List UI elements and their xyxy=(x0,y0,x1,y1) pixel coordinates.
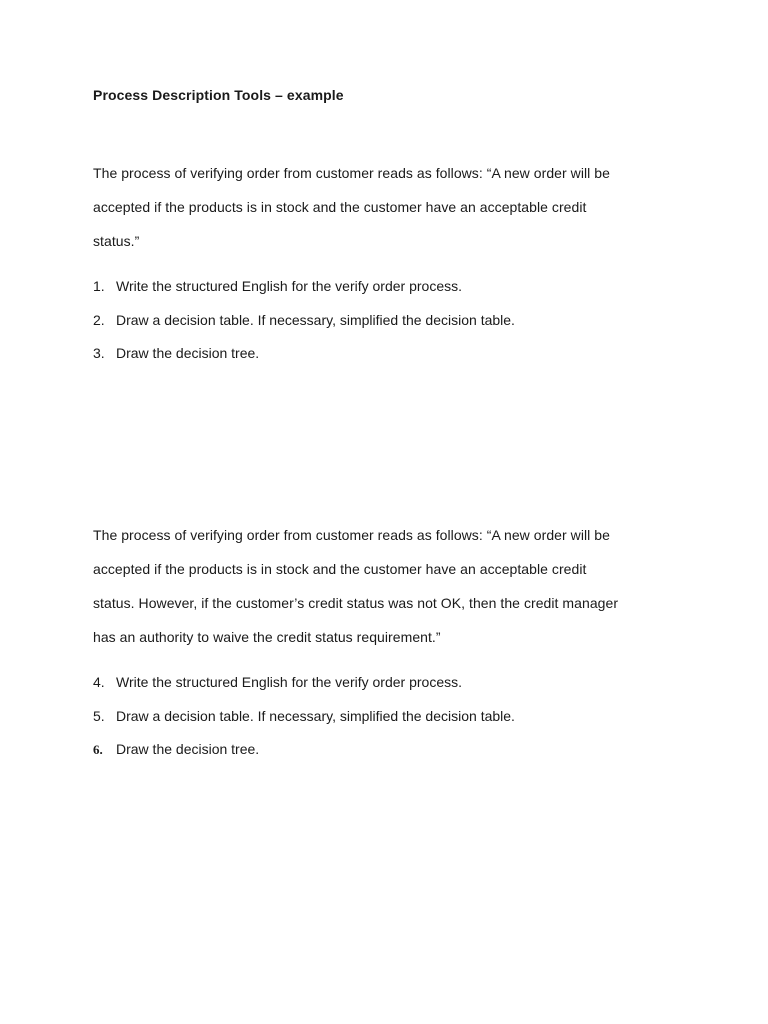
task-text: Draw the decision tree. xyxy=(116,345,260,361)
task-number: 1. xyxy=(93,278,105,294)
task-number: 6. xyxy=(93,742,103,757)
task-item xyxy=(93,311,515,345)
task-number: 5. xyxy=(93,707,105,724)
document-title: Process Description Tools – example xyxy=(93,87,344,103)
task-item xyxy=(93,673,515,707)
task-text: Draw a decision table. If necessary, simplified the decision table. xyxy=(116,707,515,724)
task-text: Draw a decision table. If necessary, simplified the decision table. xyxy=(116,311,515,328)
paragraph-line: accepted if the products is in stock and the customer have an acceptable credit xyxy=(93,199,587,215)
task-item xyxy=(93,344,515,378)
task-number: 3. xyxy=(93,345,105,361)
section2-task-list xyxy=(93,673,515,774)
task-text: Draw the decision tree. xyxy=(116,741,260,757)
paragraph-line: status. However, if the customer’s credit status was not OK, then the credit manager xyxy=(93,595,619,611)
paragraph-line: The process of verifying order from customer reads as follows: “A new order will be xyxy=(93,527,610,543)
paragraph-line: accepted if the products is in stock and the customer have an acceptable credit xyxy=(93,561,587,577)
task-text: Write the structured English for the verify order process. xyxy=(116,674,462,690)
section1-task-list xyxy=(93,277,515,378)
task-item xyxy=(93,740,515,774)
section1-paragraph xyxy=(93,156,693,258)
task-number: 2. xyxy=(93,311,105,328)
task-item xyxy=(93,277,515,311)
section2-paragraph xyxy=(93,518,693,654)
paragraph-line: has an authority to waive the credit status requirement.” xyxy=(93,629,441,645)
task-text: Write the structured English for the verify order process. xyxy=(116,278,462,294)
paragraph-line: The process of verifying order from customer reads as follows: “A new order will be xyxy=(93,165,610,181)
paragraph-line: status.” xyxy=(93,233,140,249)
task-number: 4. xyxy=(93,674,105,690)
task-item xyxy=(93,707,515,741)
